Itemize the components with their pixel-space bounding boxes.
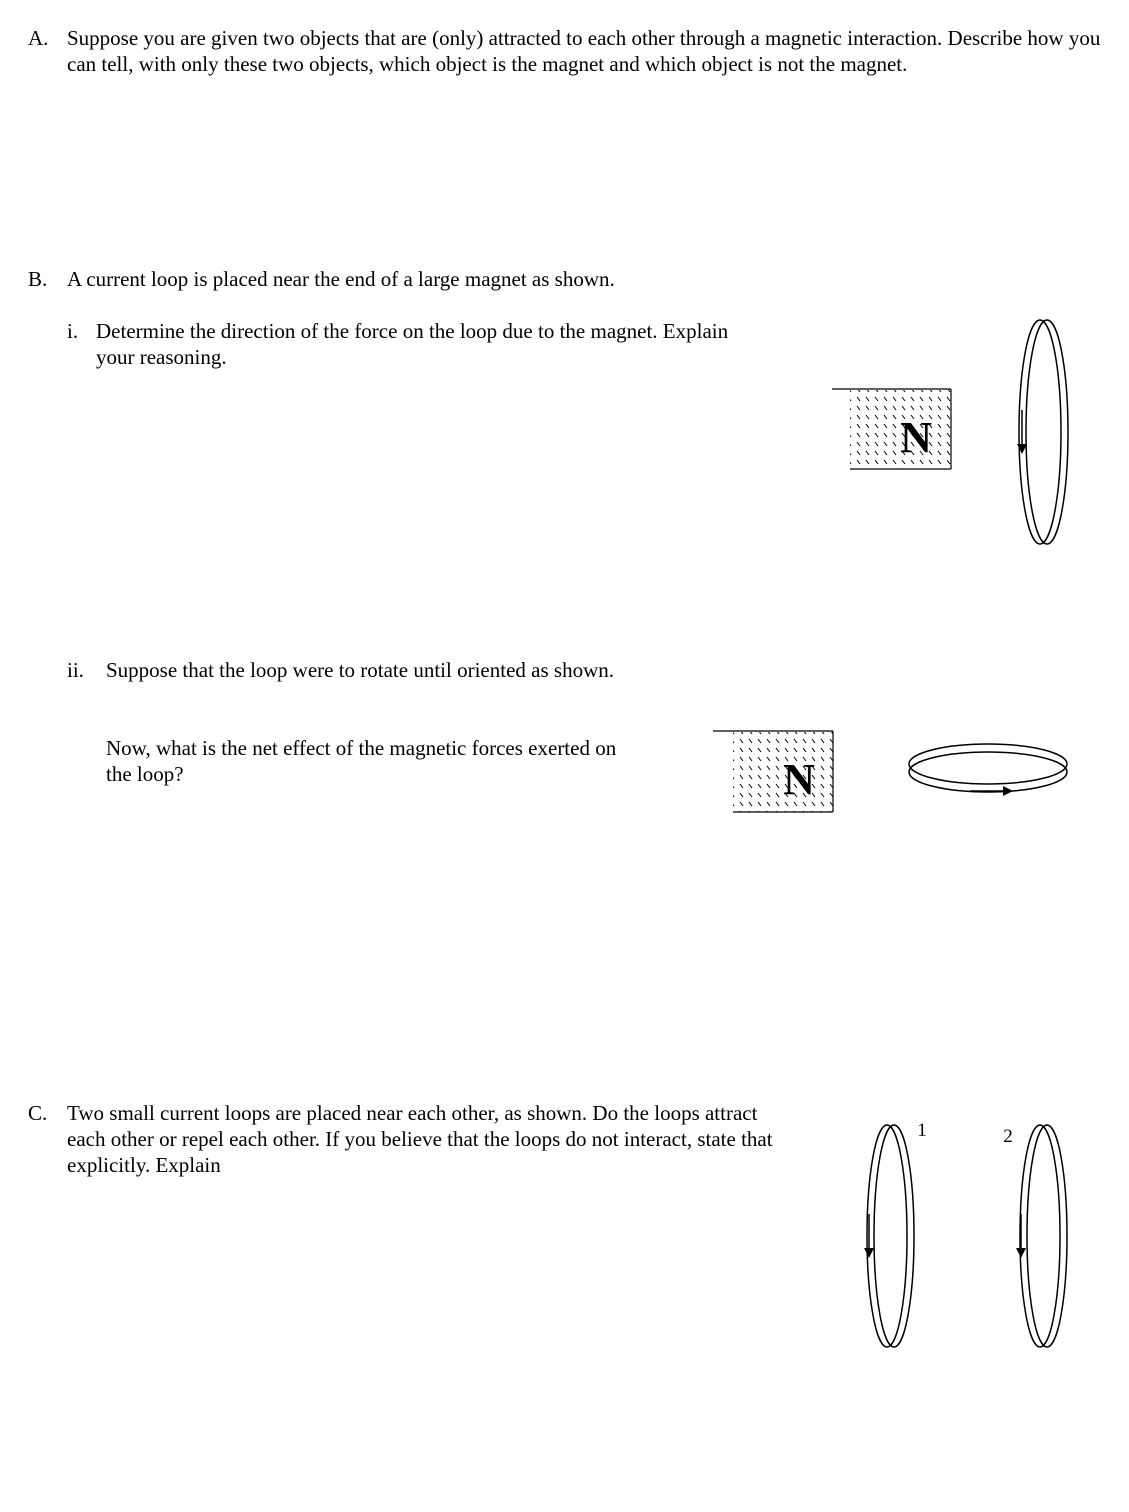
question-b-i-label: i. <box>67 319 79 343</box>
figure-b-ii <box>713 731 1067 812</box>
question-b-ii-followup-text: Now, what is the net effect of the magnetic forces exerted on the loop? <box>106 736 617 786</box>
figure-c <box>867 1120 1067 1347</box>
loop-1-label: 1 <box>917 1120 927 1141</box>
question-b-text: A current loop is placed near the end of a large magnet as shown. <box>67 267 615 291</box>
question-a-label: A. <box>28 26 49 50</box>
question-b-i-text: Determine the direction of the force on the loop due to the magnet. Explain your reasoning. <box>96 319 729 369</box>
question-c-label: C. <box>28 1101 48 1125</box>
figure-b-i <box>832 320 1068 544</box>
question-b-ii-text: Suppose that the loop were to rotate until oriented as shown. <box>106 658 614 682</box>
current-loop-horizontal <box>909 744 1067 792</box>
magnet-north-label-2: N <box>783 755 815 804</box>
question-c-text: Two small current loops are placed near each other, as shown. Do the loops attract each other or repel each other. If you believe that the loops do not interact, state that explicitly. Explain <box>67 1101 773 1177</box>
loop-2-label: 2 <box>1003 1126 1013 1147</box>
bar-magnet <box>832 389 951 469</box>
question-b-label: B. <box>28 267 48 291</box>
question-a-text: Suppose you are given two objects that are (only) attracted to each other through a magnetic interaction. Describe how you can tell, with only these two objects, which object is the magnet and which object is not the magnet. <box>67 26 1101 76</box>
bar-magnet-2 <box>713 731 833 812</box>
question-b-ii-label: ii. <box>67 658 84 682</box>
current-loop-1 <box>867 1120 927 1347</box>
magnet-north-label: N <box>900 413 932 462</box>
current-loop-vertical <box>1019 320 1068 544</box>
current-loop-2 <box>1003 1125 1067 1347</box>
